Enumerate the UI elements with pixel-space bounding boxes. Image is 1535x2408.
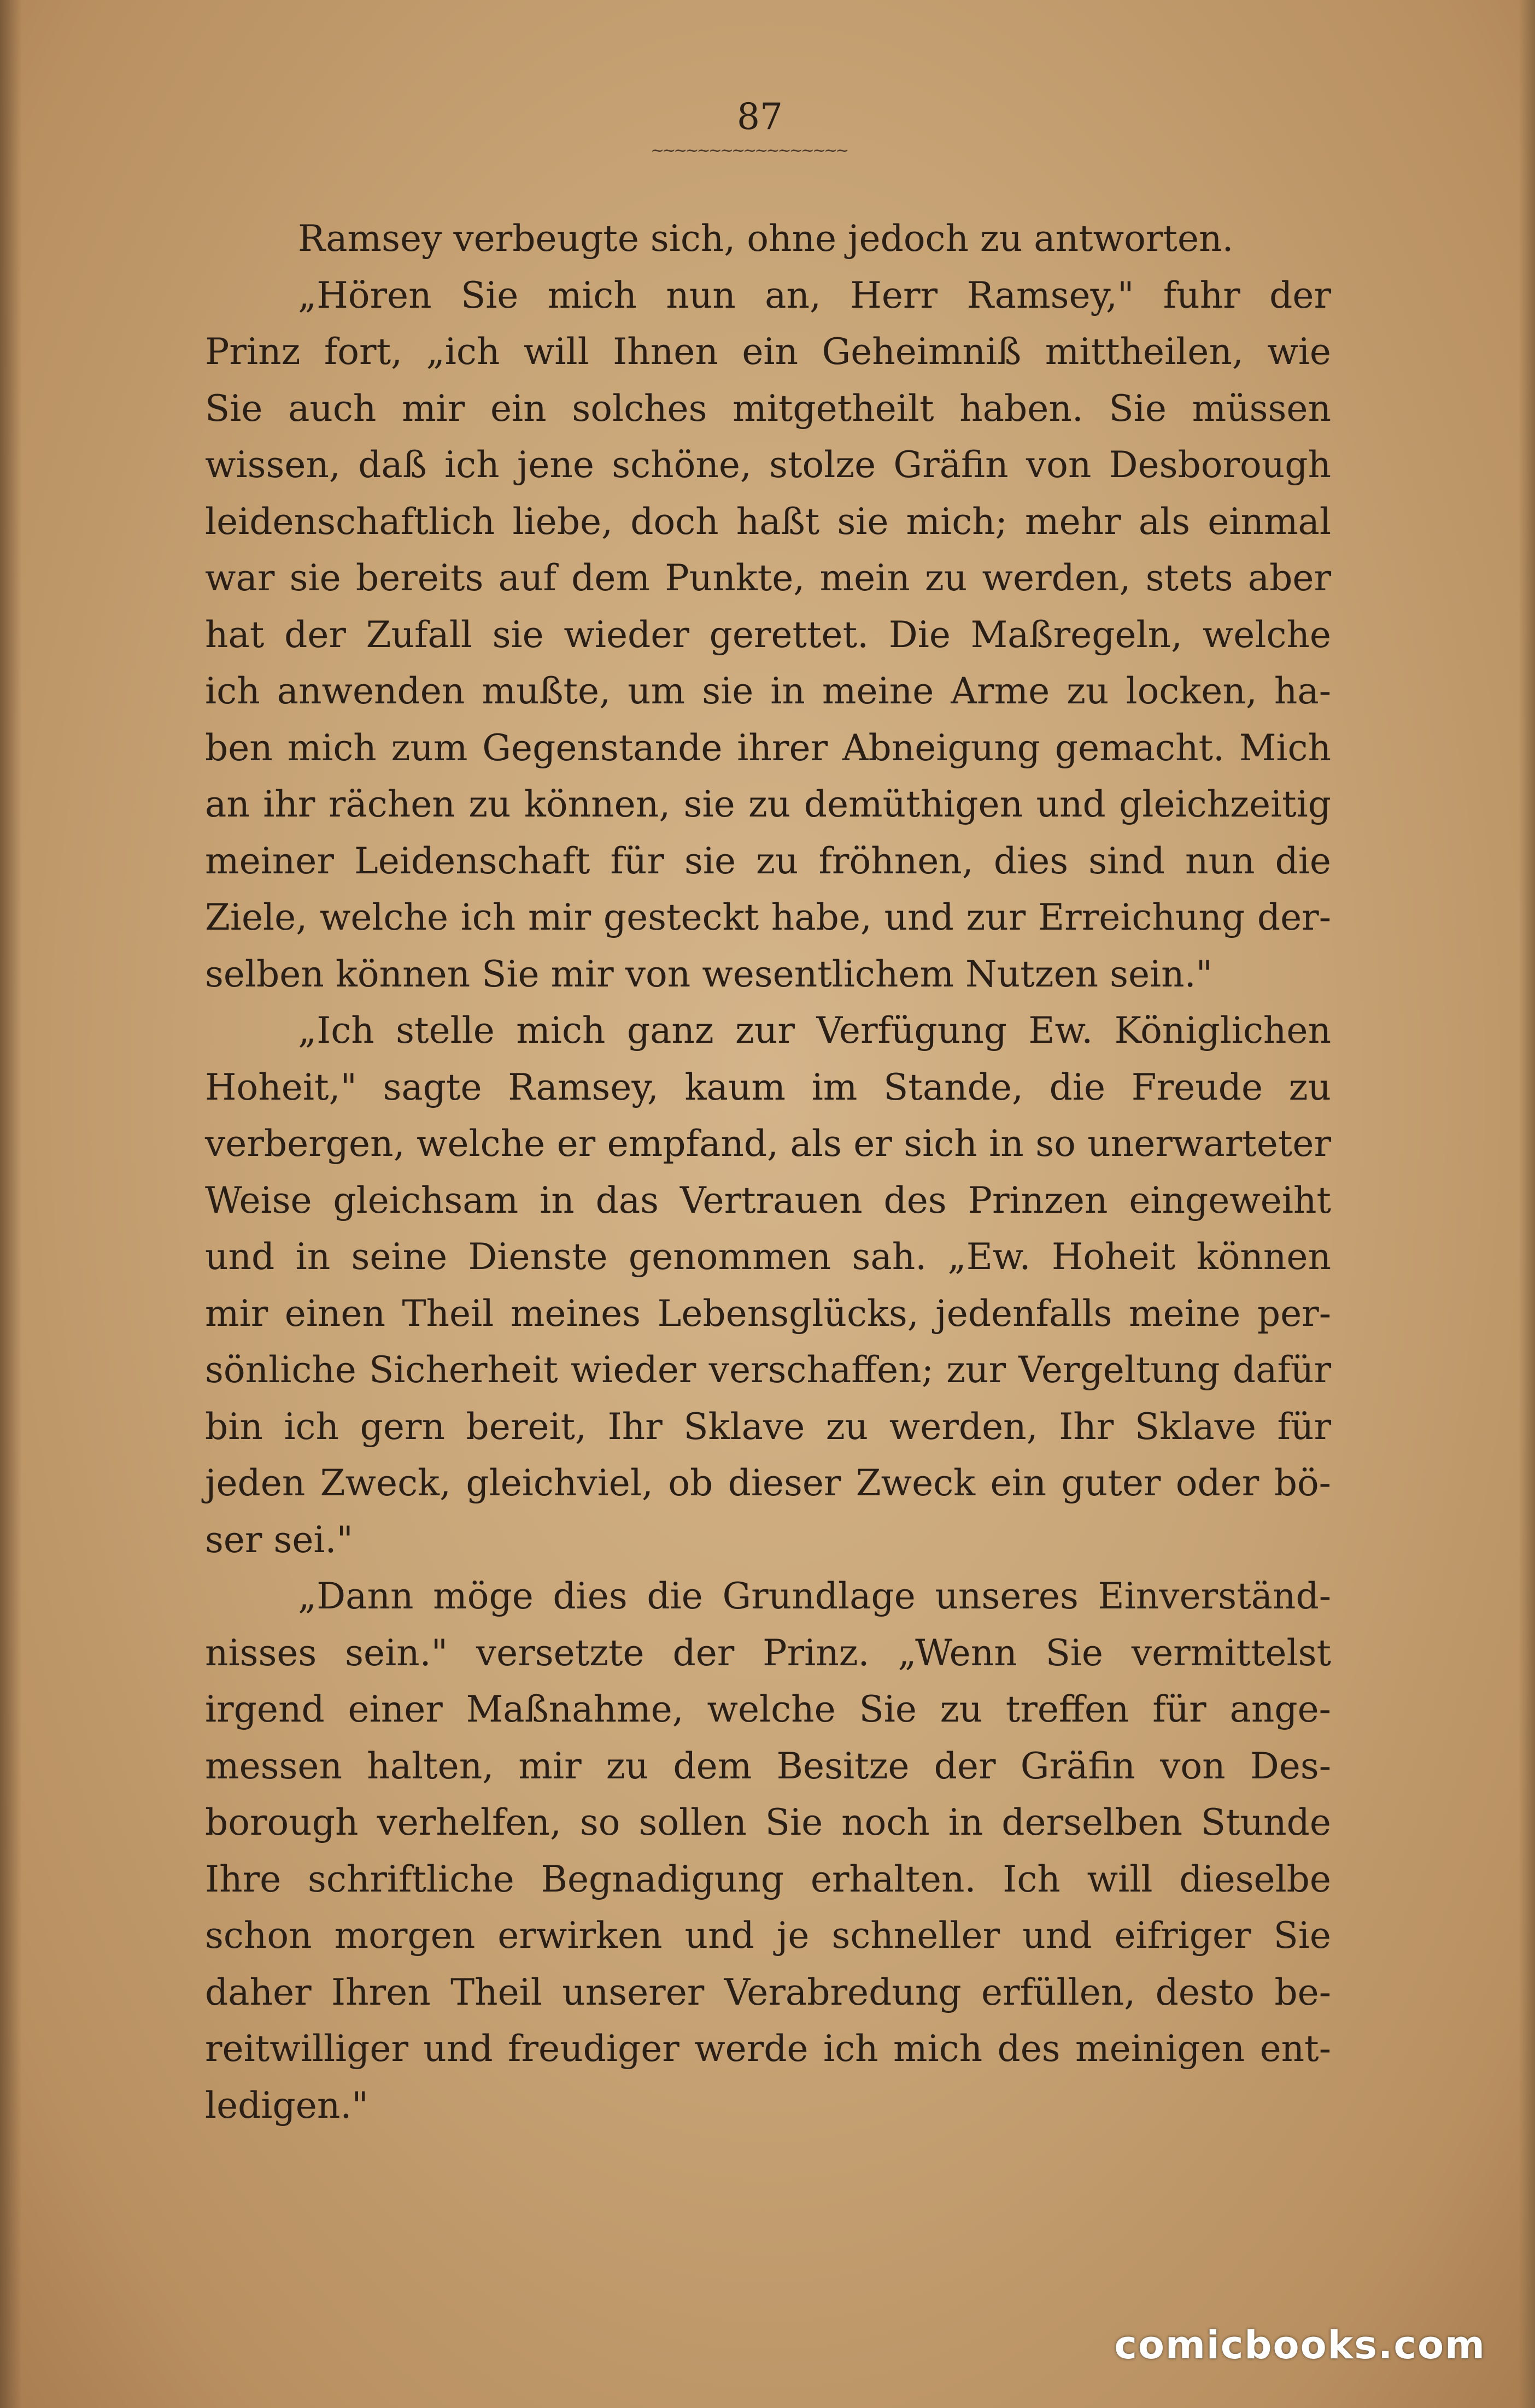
text-line: und in seine Dienste genommen sah. „Ew. Hoheit können — [205, 1236, 1331, 1278]
text-line: leidenschaftlich liebe, doch haßt sie mich; mehr als einmal — [205, 500, 1331, 543]
text-line: Ziele, welche ich mir gesteckt habe, und zur Erreichung der- — [205, 896, 1331, 938]
text-line: „Hören Sie mich nun an, Herr Ramsey," fuhr der — [298, 274, 1331, 316]
text-line: schon morgen erwirken und je schneller und eifriger Sie — [205, 1914, 1331, 1957]
text-line: nisses sein." versetzte der Prinz. „Wenn Sie vermittelst — [205, 1631, 1331, 1674]
text-line: war sie bereits auf dem Punkte, mein zu werden, stets aber — [205, 557, 1331, 599]
text-line: ich anwenden mußte, um sie in meine Arme zu locken, ha- — [205, 670, 1331, 712]
text-line: selben können Sie mir von wesentlichem Nutzen sein." — [205, 953, 1213, 995]
text-line: an ihr rächen zu können, sie zu demüthigen und gleichzeitig — [205, 783, 1331, 825]
text-line: irgend einer Maßnahme, welche Sie zu treffen für ange- — [205, 1688, 1331, 1730]
text-line: ben mich zum Gegenstande ihrer Abneigung gemacht. Mich — [205, 726, 1331, 769]
text-line: „Ich stelle mich ganz zur Verfügung Ew. Königlichen — [298, 1009, 1331, 1052]
text-line: ledigen." — [205, 2084, 368, 2127]
text-line: messen halten, mir zu dem Besitze der Gräfin von Des- — [205, 1745, 1331, 1787]
text-line: wissen, daß ich jene schöne, stolze Gräfin von Desborough — [205, 444, 1331, 486]
page-edge-shadow-right — [1519, 0, 1535, 2408]
watermark: comicbooks.com — [1114, 2323, 1486, 2368]
page-number: 87 — [737, 96, 783, 138]
text-line: Weise gleichsam in das Vertrauen des Prinzen eingeweiht — [205, 1179, 1331, 1221]
text-line: meiner Leidenschaft für sie zu fröhnen, dies sind nun die — [205, 839, 1331, 882]
text-line: bin ich gern bereit, Ihr Sklave zu werden, Ihr Sklave für — [205, 1405, 1331, 1448]
text-line: reitwilliger und freudiger werde ich mich des meinigen ent- — [205, 2028, 1331, 2070]
text-line: daher Ihren Theil unserer Verabredung erfüllen, desto be- — [205, 1971, 1331, 2013]
text-line: Ramsey verbeugte sich, ohne jedoch zu antworten. — [298, 218, 1234, 260]
text-line: Prinz fort, „ich will Ihnen ein Geheimniß mittheilen, wie — [205, 331, 1331, 373]
text-line: Sie auch mir ein solches mitgetheilt haben. Sie müssen — [205, 387, 1331, 430]
text-line: jeden Zweck, gleichviel, ob dieser Zweck ein guter oder bö- — [205, 1462, 1331, 1504]
text-line: Ihre schriftliche Begnadigung erhalten. Ich will dieselbe — [205, 1858, 1331, 1900]
text-line: ser sei." — [205, 1518, 353, 1561]
text-line: mir einen Theil meines Lebensglücks, jedenfalls meine per- — [205, 1292, 1331, 1335]
page-edge-shadow-left — [0, 0, 22, 2408]
text-line: Hoheit," sagte Ramsey, kaum im Stande, die Freude zu — [205, 1066, 1331, 1108]
text-line: sönliche Sicherheit wieder verschaffen; zur Vergeltung dafür — [205, 1349, 1331, 1391]
text-line: hat der Zufall sie wieder gerettet. Die Maßregeln, welche — [205, 613, 1331, 656]
body-text — [205, 210, 1331, 2134]
text-line: „Dann möge dies die Grundlage unseres Einverständ- — [298, 1575, 1331, 1617]
text-line: verbergen, welche er empfand, als er sich in so unerwarteter — [205, 1123, 1331, 1165]
header-ornament: ~~~~~~~~~~~~~~~~~ — [651, 141, 847, 160]
text-line: borough verhelfen, so sollen Sie noch in derselben Stunde — [205, 1801, 1331, 1843]
